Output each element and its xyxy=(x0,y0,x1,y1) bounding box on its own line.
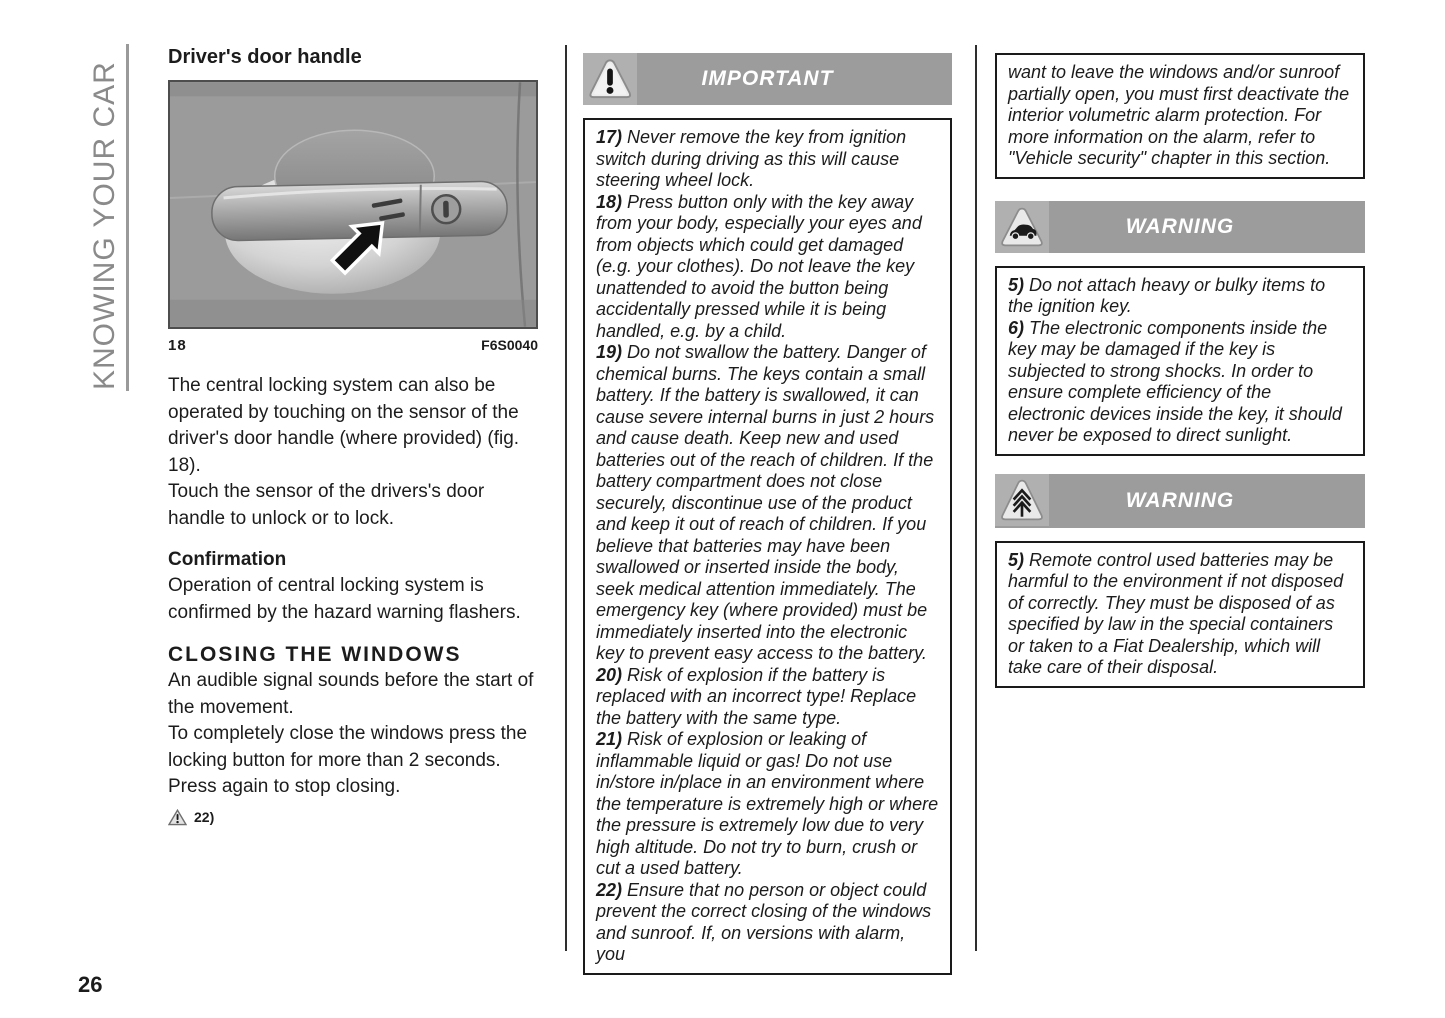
figure-number: 18 xyxy=(168,337,187,354)
left-column xyxy=(168,45,538,826)
chapter-heading: CLOSING THE WINDOWS xyxy=(168,643,462,666)
paragraph: To completely close the windows press the locking button for more than 2 seconds. xyxy=(168,723,528,771)
paragraph: An audible signal sounds before the start of the movement. xyxy=(168,670,534,718)
figure-caption xyxy=(168,337,538,354)
note-item-text: Do not swallow the battery. Danger of chemical burns. The keys contain a small battery. If the battery is swallowed, it can cause severe internal burns in just 2 hours and cause death. Keep new and used batteries out of the reach of children. If the battery compartment does not close securely, discontinue use of the product and keep it out of reach of children. If you believe that batteries may have been swallowed or inserted inside the body, seek medical attention immediately. The emergency key (where provided) must be immediately inserted into the electronic key to prevent easy access to the battery. xyxy=(596,342,935,663)
keyhole-slot xyxy=(443,201,449,218)
column-divider xyxy=(975,45,977,951)
door-handle-illustration xyxy=(170,82,536,327)
warning-title-bar xyxy=(995,201,1365,253)
warning-notes-box xyxy=(995,266,1365,456)
note-reference-number: 22) xyxy=(194,809,215,825)
continuation-box xyxy=(995,53,1365,179)
note-item-text: Do not attach heavy or bulky items to the ignition key. xyxy=(1008,274,1326,316)
paragraph: Press again to stop closing. xyxy=(168,776,401,797)
note-item xyxy=(596,880,939,966)
note-item xyxy=(596,192,939,343)
note-item-text: Remote control used batteries may be harmful to the environment if not disposed of correctly. They must be disposed of as specified by law in the special containers or taken to a Fiat Dealership, which will take care of their disposal. xyxy=(1008,549,1344,677)
sidebar-rule xyxy=(126,44,129,391)
figure-code: F6S0040 xyxy=(481,337,538,353)
note-item-text: Risk of explosion if the battery is replaced with an incorrect type! Replace the battery with the same type. xyxy=(596,664,917,728)
note-item xyxy=(1008,318,1352,447)
note-item-number: 5) xyxy=(1008,274,1025,295)
column-divider xyxy=(565,45,567,951)
note-item-text: Press button only with the key away from your body, especially your eyes and from objects which could get damaged (e.g. your clothes). Do not leave the key unattended to avoid the button being accidentally pressed while it is being handled, e.g. by a child. xyxy=(596,191,922,341)
chapter-sidebar-label: KNOWING YOUR CAR xyxy=(88,61,121,390)
warning-title: WARNING xyxy=(1125,488,1235,512)
paragraph: Touch the sensor of the drivers's door handle to unlock or to lock. xyxy=(168,481,485,529)
paragraph: The central locking system can also be operated by touching on the sensor of the driver's door handle (where provided) (fig. 18). xyxy=(168,375,520,476)
page-number: 26 xyxy=(78,972,103,997)
note-item-number: 20) xyxy=(596,664,623,685)
note-item xyxy=(1008,550,1352,679)
note-item-number: 6) xyxy=(1008,317,1025,338)
note-item-number: 21) xyxy=(596,729,623,749)
note-item-number: 17) xyxy=(596,127,623,147)
important-notes-box xyxy=(583,118,952,975)
subsection-heading: Confirmation xyxy=(168,549,287,570)
warning-title: WARNING xyxy=(1125,214,1235,238)
warning-notes-box xyxy=(995,541,1365,688)
paragraph: Operation of central locking system is confirmed by the hazard warning flashers. xyxy=(168,575,521,623)
note-item xyxy=(596,127,939,192)
warning-title-bar xyxy=(995,474,1365,528)
note-item-text: The electronic components inside the key may be damaged if the key is subjected to strong shocks. In order to ensure complete efficiency of the electronic devices inside the key, it should never be exposed to direct sunlight. xyxy=(1008,317,1342,445)
note-item-text: Risk of explosion or leaking of inflammable liquid or gas! Do not use in/store in/place in an environment where the temperature is extremely high or where the pressure is extremely low due to very high altitude. Do not try to burn, crush or cut a used battery. xyxy=(596,729,939,878)
note-item-number: 22) xyxy=(596,879,623,900)
small-warning-triangle-icon xyxy=(168,809,187,826)
note-item xyxy=(596,665,939,730)
door-handle-figure xyxy=(168,80,538,329)
middle-column xyxy=(583,53,952,975)
paragraph: want to leave the windows and/or sunroof partially open, you must first deactivate the interior volumetric alarm protection. For more information on the alarm, refer to "Vehicle security" chapter in this section. xyxy=(1008,62,1350,168)
note-item-text: Never remove the key from ignition switch during driving as this will cause steering wheel lock. xyxy=(596,127,907,190)
note-item-number: 18) xyxy=(596,191,623,212)
note-item-number: 5) xyxy=(1008,549,1025,570)
note-item-text: Ensure that no person or object could prevent the correct closing of the windows and sunroof. If, on versions with alarm, you xyxy=(596,879,932,964)
section-heading: Driver's door handle xyxy=(168,46,362,68)
important-title: IMPORTANT xyxy=(701,67,834,90)
note-reference xyxy=(168,809,538,826)
note-item xyxy=(596,342,939,665)
right-column xyxy=(995,53,1365,688)
note-item-number: 19) xyxy=(596,342,623,362)
note-item xyxy=(596,729,939,880)
important-title-bar xyxy=(583,53,952,105)
note-item xyxy=(1008,275,1352,318)
